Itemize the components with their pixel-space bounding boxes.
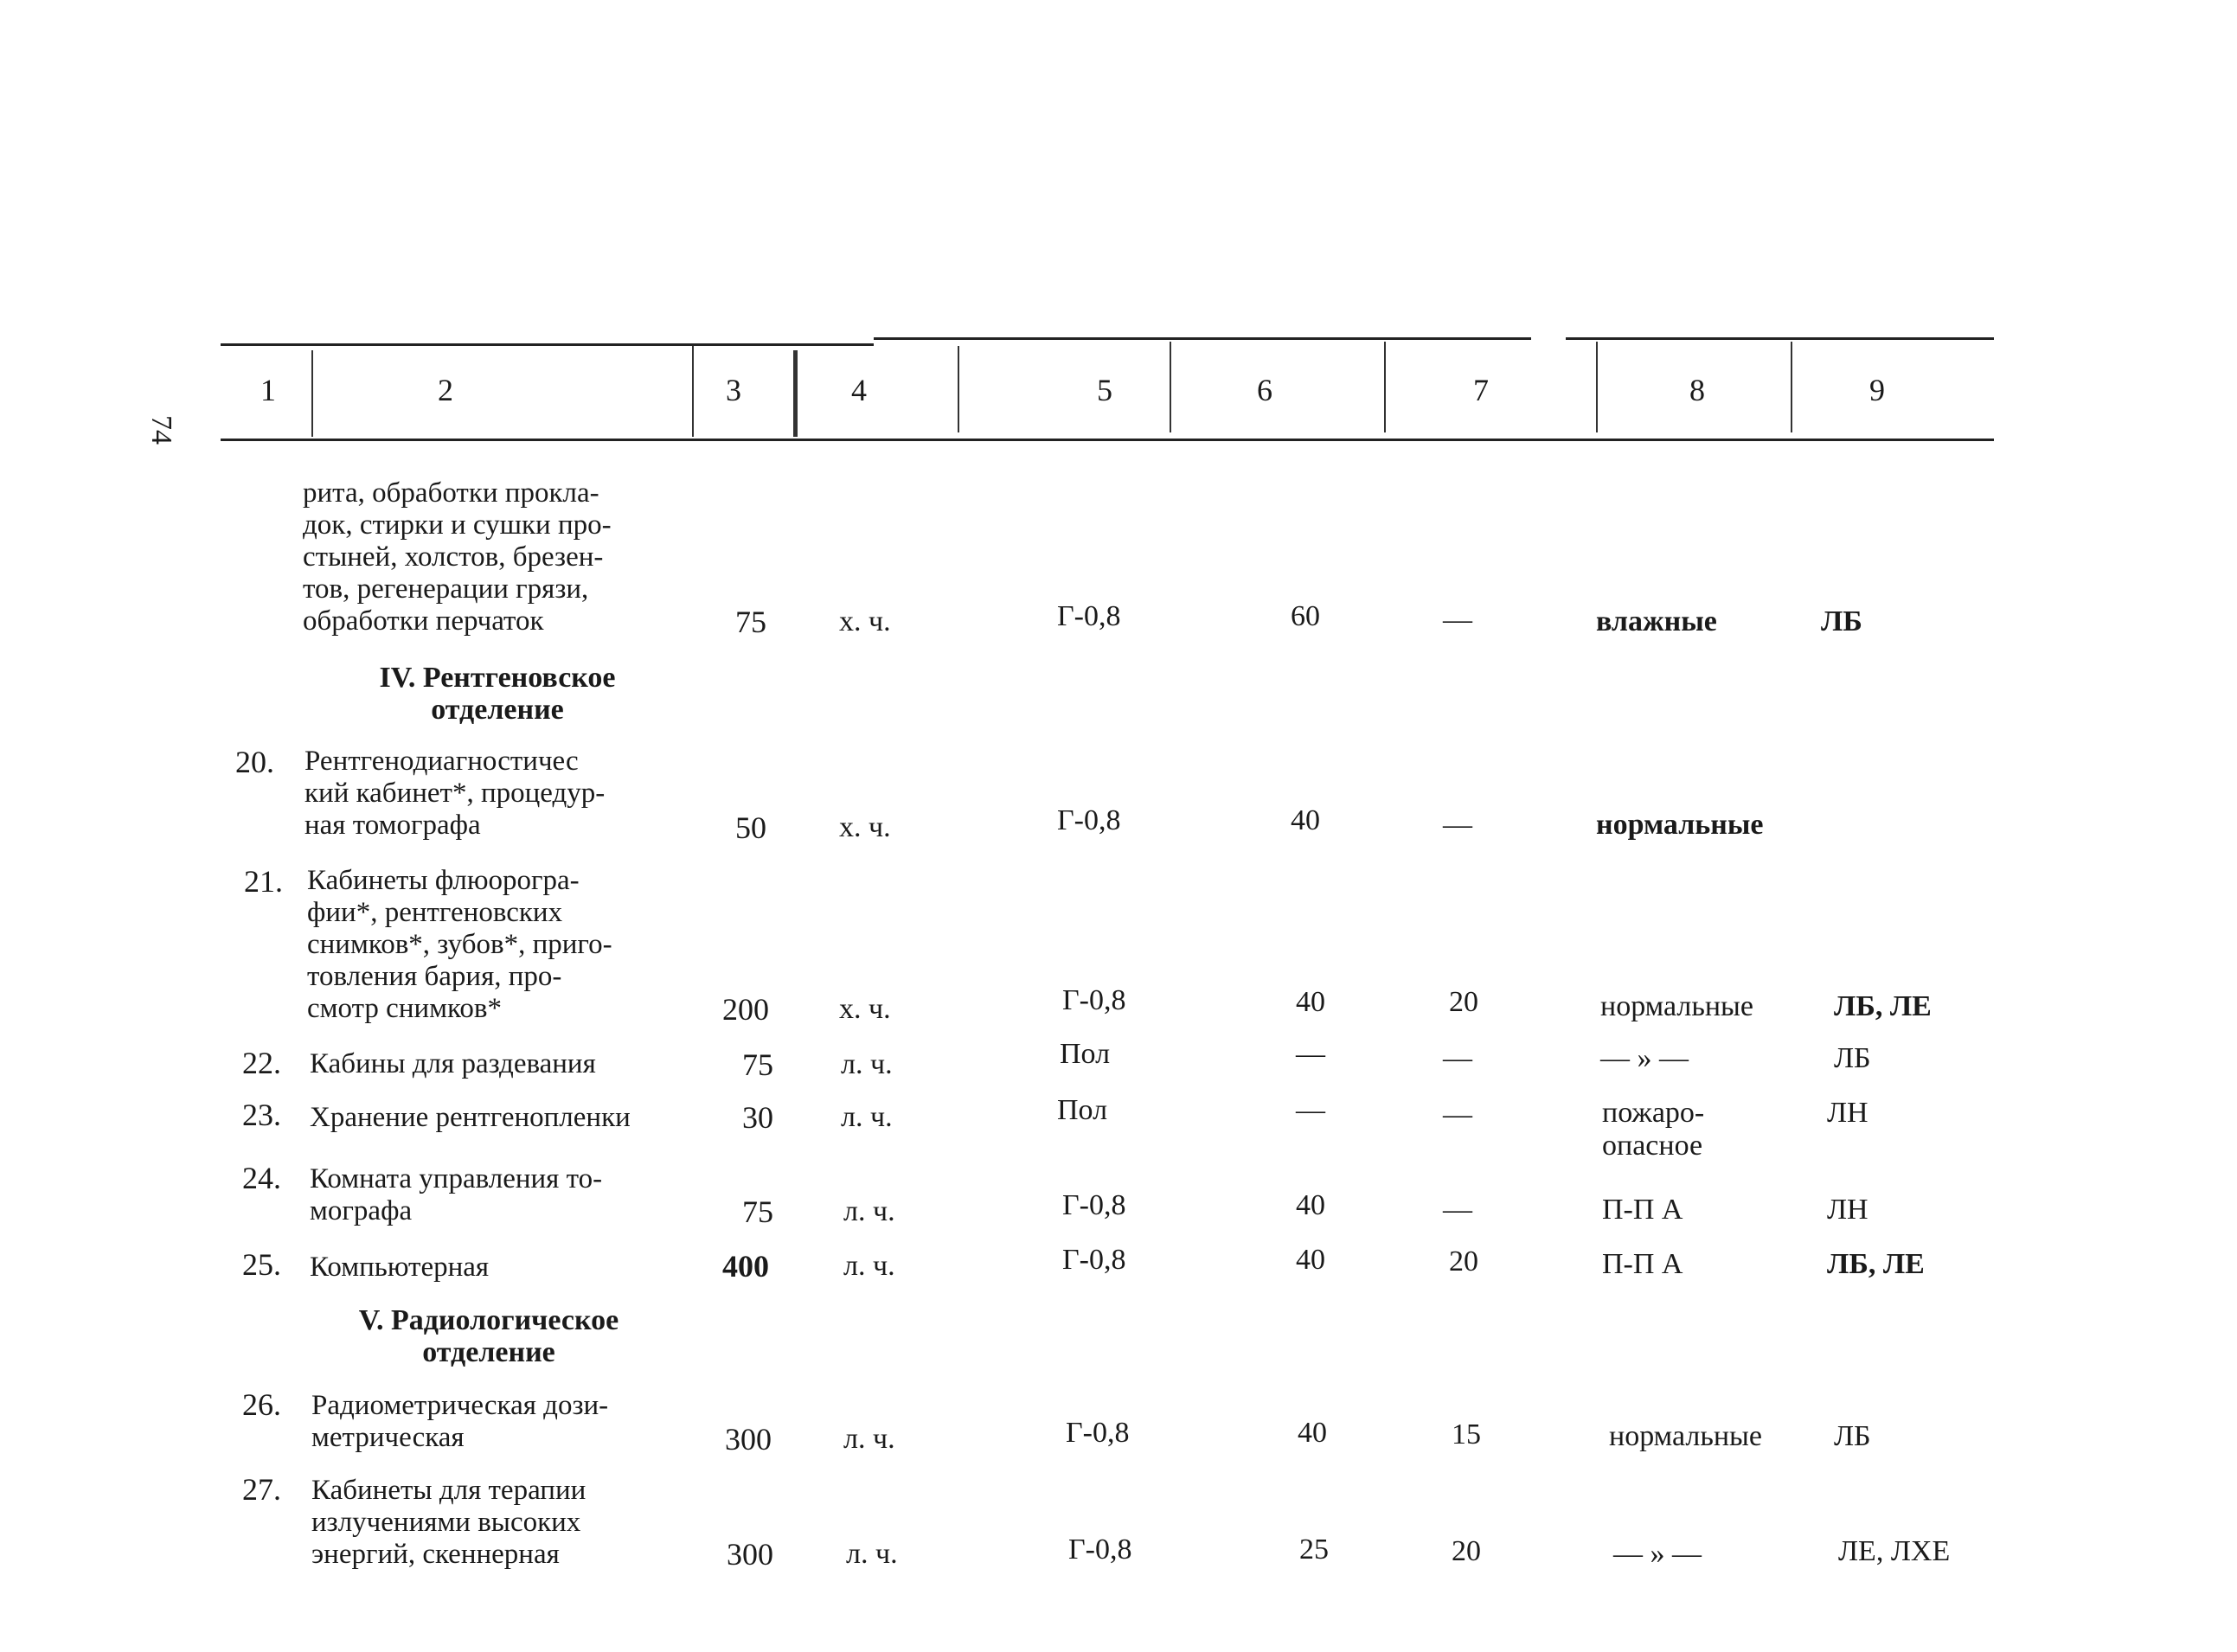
page-number: 74 bbox=[145, 415, 177, 445]
column-header-6: 6 bbox=[1257, 373, 1272, 407]
row-number: 24. bbox=[242, 1161, 281, 1195]
description-line: излучениями высоких bbox=[311, 1507, 581, 1538]
description-line: Кабинеты для терапии bbox=[311, 1475, 586, 1506]
section-heading-line: отделение bbox=[431, 694, 564, 726]
cell-col6: 25 bbox=[1299, 1534, 1329, 1566]
cell-environment: нормальные bbox=[1596, 809, 1764, 841]
column-header-7: 7 bbox=[1473, 373, 1489, 407]
row-description bbox=[303, 477, 701, 637]
cell-plane: Г-0,8 bbox=[1057, 804, 1121, 836]
column-header-1: 1 bbox=[260, 373, 276, 407]
cell-illuminance: 400 bbox=[722, 1249, 769, 1284]
cell-lamp-type: ЛБ bbox=[1834, 1042, 1871, 1074]
cell-light-source: х. ч. bbox=[839, 993, 891, 1025]
description-line: снимков*, зубов*, приго- bbox=[307, 929, 612, 960]
section-heading-line: отделение bbox=[422, 1336, 555, 1368]
header-top-rule bbox=[1566, 337, 1994, 340]
cell-illuminance: 50 bbox=[735, 810, 766, 845]
description-line: фии*, рентгеновских bbox=[307, 897, 563, 928]
description-line: Кабины для раздевания bbox=[310, 1048, 596, 1079]
row-description bbox=[311, 1475, 709, 1571]
row-number: 27. bbox=[242, 1472, 281, 1507]
column-header-8: 8 bbox=[1689, 373, 1705, 407]
description-line: смотр снимков* bbox=[307, 993, 502, 1024]
section-heading-v bbox=[307, 1304, 670, 1368]
column-divider bbox=[793, 350, 798, 437]
cell-col7: 15 bbox=[1452, 1418, 1481, 1450]
column-divider bbox=[958, 346, 959, 432]
cell-illuminance: 300 bbox=[727, 1537, 773, 1572]
cell-environment-line: опасное bbox=[1602, 1130, 1703, 1162]
column-header-9: 9 bbox=[1869, 373, 1885, 407]
cell-illuminance: 300 bbox=[725, 1422, 772, 1457]
cell-lamp-type: ЛН bbox=[1827, 1194, 1868, 1226]
column-divider bbox=[1596, 342, 1598, 432]
description-line: мографа bbox=[310, 1195, 413, 1226]
cell-light-source: л. ч. bbox=[841, 1101, 893, 1133]
description-line: товления бария, про- bbox=[307, 961, 562, 992]
cell-lamp-type: ЛБ bbox=[1834, 1420, 1871, 1452]
cell-col7: — bbox=[1443, 809, 1472, 841]
cell-light-source: л. ч. bbox=[843, 1195, 895, 1227]
description-line: док, стирки и сушки про- bbox=[303, 509, 612, 541]
cell-light-source: л. ч. bbox=[841, 1048, 893, 1080]
row-number: 21. bbox=[244, 864, 283, 899]
cell-lamp-type: ЛБ, ЛЕ bbox=[1834, 990, 1932, 1022]
cell-col6: 60 bbox=[1291, 600, 1320, 632]
column-divider bbox=[1384, 342, 1386, 432]
cell-col7: 20 bbox=[1449, 986, 1478, 1018]
description-line: Рентгенодиагностичес bbox=[304, 746, 579, 777]
cell-environment: влажные bbox=[1596, 605, 1717, 637]
cell-plane: Г-0,8 bbox=[1062, 984, 1126, 1016]
cell-col7: — bbox=[1443, 1194, 1472, 1226]
cell-plane: Г-0,8 bbox=[1068, 1534, 1132, 1566]
cell-col6: — bbox=[1296, 1094, 1325, 1126]
cell-lamp-type: ЛЕ, ЛХЕ bbox=[1838, 1535, 1951, 1567]
section-heading-line: IV. Рентгеновское bbox=[379, 662, 616, 694]
row-number: 20. bbox=[235, 745, 274, 779]
cell-environment-line: пожаро- bbox=[1602, 1097, 1705, 1129]
row-description bbox=[304, 746, 702, 842]
row-number: 25. bbox=[242, 1247, 281, 1282]
description-line: обработки перчаток bbox=[303, 605, 544, 637]
cell-col6: 40 bbox=[1296, 1189, 1325, 1221]
cell-illuminance: 75 bbox=[742, 1194, 773, 1229]
cell-environment: П-П А bbox=[1602, 1248, 1683, 1280]
column-header-2: 2 bbox=[438, 373, 453, 407]
description-line: Комната управления то- bbox=[310, 1163, 603, 1194]
cell-illuminance: 30 bbox=[742, 1100, 773, 1135]
description-line: Компьютерная bbox=[310, 1252, 490, 1283]
description-line: метрическая bbox=[311, 1422, 465, 1453]
column-divider bbox=[1170, 342, 1171, 432]
section-heading-line: V. Радиологическое bbox=[358, 1304, 619, 1336]
row-description bbox=[310, 1163, 708, 1227]
cell-plane: Г-0,8 bbox=[1057, 600, 1121, 632]
cell-light-source: х. ч. bbox=[839, 811, 891, 843]
row-description bbox=[310, 1048, 708, 1080]
cell-col6: 40 bbox=[1296, 986, 1325, 1018]
row-description bbox=[307, 865, 705, 1025]
cell-plane: Пол bbox=[1060, 1038, 1111, 1070]
column-header-4: 4 bbox=[851, 373, 867, 407]
cell-col7: — bbox=[1443, 1042, 1472, 1074]
cell-col7: — bbox=[1443, 604, 1472, 636]
cell-col6: — bbox=[1296, 1038, 1325, 1070]
cell-light-source: л. ч. bbox=[843, 1250, 895, 1282]
row-description bbox=[311, 1390, 709, 1454]
cell-lamp-type: ЛБ bbox=[1821, 605, 1862, 637]
column-divider bbox=[692, 346, 694, 437]
cell-environment: — » — bbox=[1613, 1538, 1702, 1570]
header-bottom-rule bbox=[874, 439, 1994, 441]
row-number: 22. bbox=[242, 1046, 281, 1080]
cell-lamp-type: ЛБ, ЛЕ bbox=[1827, 1248, 1925, 1280]
cell-plane: Пол bbox=[1057, 1094, 1108, 1126]
cell-col7: 20 bbox=[1452, 1535, 1481, 1567]
row-description bbox=[310, 1252, 708, 1284]
description-line: Радиометрическая дози- bbox=[311, 1390, 609, 1421]
description-line: Кабинеты флюорогра- bbox=[307, 865, 580, 896]
cell-illuminance: 75 bbox=[735, 605, 766, 639]
cell-illuminance: 200 bbox=[722, 992, 769, 1027]
description-line: тов, регенерации грязи, bbox=[303, 573, 589, 605]
column-header-5: 5 bbox=[1097, 373, 1112, 407]
cell-environment bbox=[1602, 1097, 1704, 1162]
header-top-rule bbox=[874, 337, 1531, 340]
description-line: стыней, холстов, брезен- bbox=[303, 541, 604, 573]
cell-col7: — bbox=[1443, 1098, 1472, 1130]
header-bottom-rule bbox=[221, 439, 874, 441]
header-top-rule bbox=[221, 343, 874, 346]
cell-col6: 40 bbox=[1291, 804, 1320, 836]
cell-col6: 40 bbox=[1296, 1244, 1325, 1276]
cell-environment: — » — bbox=[1600, 1042, 1689, 1074]
row-description bbox=[310, 1102, 708, 1134]
description-line: энергий, скеннерная bbox=[311, 1539, 560, 1570]
description-line: ная томографа bbox=[304, 810, 481, 841]
cell-environment: нормальные bbox=[1600, 990, 1753, 1022]
cell-light-source: л. ч. bbox=[843, 1423, 895, 1455]
section-heading-iv bbox=[316, 662, 679, 726]
column-divider bbox=[1791, 342, 1792, 432]
column-divider bbox=[311, 350, 313, 437]
row-number: 23. bbox=[242, 1098, 281, 1132]
cell-plane: Г-0,8 bbox=[1066, 1417, 1130, 1449]
cell-plane: Г-0,8 bbox=[1062, 1244, 1126, 1276]
cell-light-source: л. ч. bbox=[846, 1538, 898, 1570]
cell-environment: нормальные bbox=[1609, 1420, 1762, 1452]
column-header-3: 3 bbox=[726, 373, 741, 407]
description-line: рита, обработки прокла- bbox=[303, 477, 599, 509]
cell-lamp-type: ЛН bbox=[1827, 1097, 1868, 1129]
cell-plane: Г-0,8 bbox=[1062, 1189, 1126, 1221]
description-line: Хранение рентгенопленки bbox=[310, 1102, 631, 1133]
row-number: 26. bbox=[242, 1387, 281, 1422]
description-line: кий кабинет*, процедур- bbox=[304, 778, 606, 809]
cell-environment: П-П А bbox=[1602, 1194, 1683, 1226]
cell-col6: 40 bbox=[1298, 1417, 1327, 1449]
cell-col7: 20 bbox=[1449, 1245, 1478, 1277]
cell-illuminance: 75 bbox=[742, 1047, 773, 1082]
cell-light-source: х. ч. bbox=[839, 605, 891, 637]
